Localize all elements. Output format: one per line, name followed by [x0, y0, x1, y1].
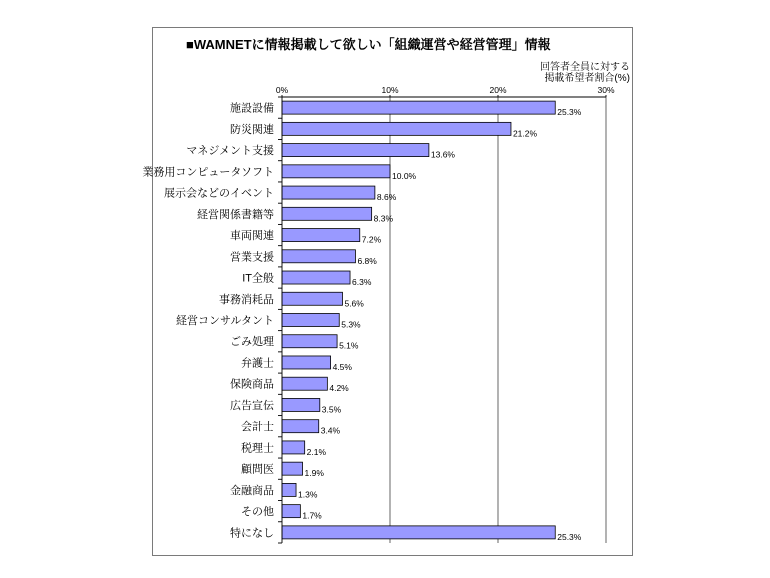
bar-4 [282, 165, 390, 178]
category-label-1: 施設設備 [230, 102, 274, 115]
bar-17 [282, 441, 305, 454]
data-label-2: 21.2% [512, 128, 538, 139]
chart-title: ■WAMNETに情報掲載して欲しい「組織運営や経営管理」情報 [186, 37, 551, 52]
category-label-7: 車両関連 [230, 230, 274, 243]
data-label-21: 25.3% [557, 531, 582, 542]
category-label-19: 金融商品 [230, 484, 274, 497]
x-tick-label-1: 0% [275, 85, 289, 95]
bar-15 [282, 398, 320, 411]
bar-20 [282, 505, 300, 518]
category-label-16: 会計士 [241, 421, 274, 434]
category-label-17: 税理士 [241, 442, 274, 455]
bar-16 [282, 420, 319, 433]
category-label-2: 防災関連 [230, 123, 274, 136]
x-tick-label-3: 20% [489, 85, 507, 95]
category-label-14: 保険商品 [230, 378, 274, 391]
x-tick-label-2: 10% [381, 85, 399, 95]
data-label-12: 5.1% [339, 340, 359, 351]
category-label-20: その他 [241, 506, 274, 519]
data-label-19: 1.3% [298, 489, 318, 500]
data-label-7: 7.2% [361, 234, 382, 245]
data-label-8: 6.8% [357, 255, 377, 266]
data-label-16: 3.4% [320, 425, 341, 436]
category-label-18: 顧問医 [241, 463, 274, 476]
bar-14 [282, 377, 327, 390]
data-label-20: 1.7% [302, 510, 322, 521]
category-label-21: 特になし [230, 527, 274, 540]
bar-18 [282, 462, 303, 475]
category-label-5: 展示会などのイベント [164, 187, 274, 200]
data-label-17: 2.1% [306, 446, 327, 457]
x-axis-label-line-2: 掲載希望者割合(%) [544, 73, 630, 84]
bar-19 [282, 483, 296, 496]
data-label-9: 6.3% [352, 277, 372, 288]
bar-2 [282, 122, 511, 135]
bar-1 [282, 101, 555, 114]
category-label-6: 経営関係書籍等 [197, 208, 274, 221]
data-label-3: 13.6% [430, 149, 455, 160]
data-label-1: 25.3% [557, 107, 582, 118]
data-label-14: 4.2% [329, 383, 349, 394]
data-label-11: 5.3% [341, 319, 361, 330]
bar-9 [282, 271, 350, 284]
bar-21 [282, 526, 555, 539]
category-label-11: 経営コンサルタント [175, 315, 274, 327]
bar-10 [282, 292, 342, 305]
data-label-10: 5.6% [344, 298, 364, 309]
category-label-12: ごみ処理 [230, 336, 274, 349]
bar-12 [282, 335, 337, 348]
category-label-10: 事務消耗品 [219, 293, 274, 306]
bar-13 [282, 356, 331, 369]
category-label-15: 広告宣伝 [230, 399, 274, 412]
data-label-13: 4.5% [332, 361, 352, 372]
bar-5 [282, 186, 375, 199]
bar-8 [282, 250, 355, 263]
bar-7 [282, 229, 360, 242]
category-label-13: 弁護士 [241, 357, 274, 370]
x-axis-label-line-1: 回答者全員に対する [540, 62, 630, 73]
data-label-5: 8.6% [376, 192, 397, 203]
data-label-18: 1.9% [304, 468, 324, 479]
category-label-4: 業務用コンピュータソフト [142, 166, 274, 179]
category-label-8: 営業支援 [230, 251, 274, 264]
bar-6 [282, 207, 372, 220]
data-label-4: 10.0% [392, 170, 417, 181]
x-tick-label-4: 30% [597, 85, 615, 95]
category-label-9: IT全般 [242, 272, 274, 285]
data-label-6: 8.3% [373, 213, 394, 224]
data-label-15: 3.5% [321, 404, 342, 415]
category-label-3: マネジメント支援 [186, 145, 274, 158]
bar-3 [282, 144, 429, 157]
bar-11 [282, 314, 339, 327]
